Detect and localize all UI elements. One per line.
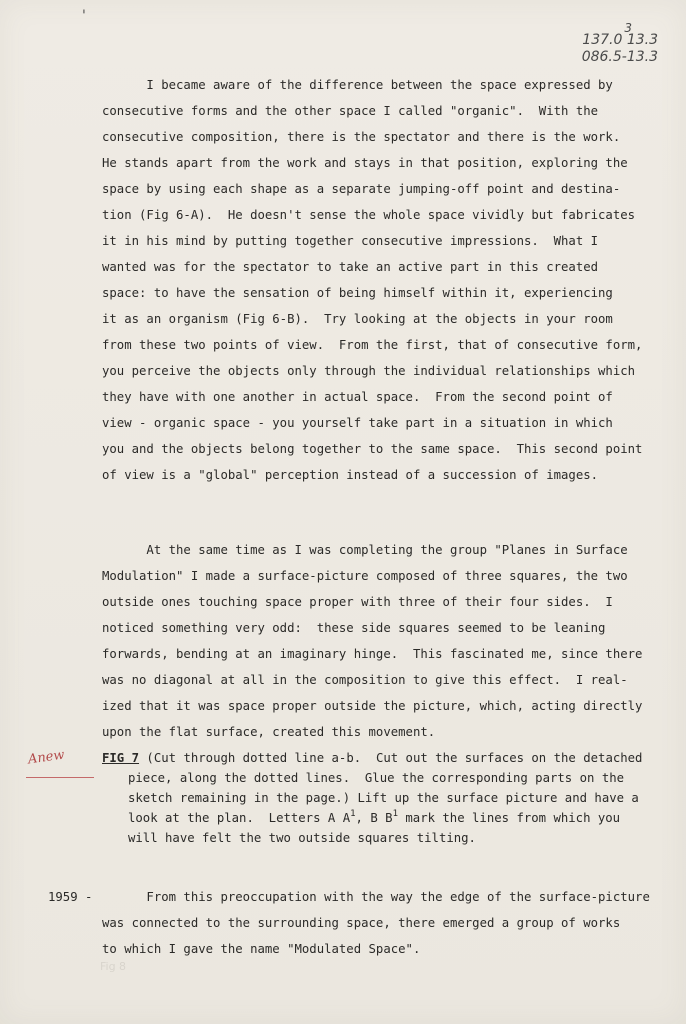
fig7-line: will have felt the two outside squares tilting.	[128, 831, 476, 845]
reference-line-1: 137.0 13.3	[582, 32, 658, 48]
text-line: it in his mind by putting together consecutive impressions. What I	[102, 234, 599, 248]
reference-number-top: 3	[624, 21, 632, 35]
reference-line-2: 086.5-13.3	[581, 49, 658, 65]
text-line: I became aware of the difference between the space expressed by	[102, 78, 613, 92]
fig7-line	[102, 748, 676, 768]
superscript-one: 1	[350, 809, 356, 819]
text-line: He stands apart from the work and stays in that position, exploring the	[102, 156, 628, 170]
text-line: you perceive the objects only through the individual relationships which	[102, 364, 636, 378]
text-line: it as an organism (Fig 6-B). Try looking at the objects in your room	[102, 312, 613, 326]
text-line: space: to have the sensation of being himself within it, experiencing	[102, 286, 613, 300]
text-line: they have with one another in actual space. From the second point of	[102, 390, 613, 404]
paragraph-surface-picture	[102, 537, 676, 745]
text-line: space by using each shape as a separate jumping-off point and destina-	[102, 182, 621, 196]
text-line: was no diagonal at all in the composition to give this effect. I real-	[102, 673, 628, 687]
text-line: from these two points of view. From the first, that of consecutive form,	[102, 338, 643, 352]
fig7-text: mark the lines from which you	[397, 811, 621, 825]
text-line: was connected to the surrounding space, there emerged a group of works	[102, 916, 621, 930]
year-label: 1959 -	[48, 890, 93, 904]
text-line: you and the objects belong together to the same space. This second point	[102, 442, 643, 456]
margin-note-underline	[26, 777, 94, 778]
fig7-line: sketch remaining in the page.) Lift up the surface picture and have a	[128, 791, 639, 805]
fig7-text: , B B	[355, 811, 393, 825]
text-line: noticed something very odd: these side squares seemed to be leaning	[102, 621, 606, 635]
text-line: consecutive forms and the other space I called "organic". With the	[102, 104, 599, 118]
text-line: consecutive composition, there is the spectator and there is the work.	[102, 130, 621, 144]
text-line: Modulation" I made a surface-picture composed of three squares, the two	[102, 569, 628, 583]
text-line: wanted was for the spectator to take an active part in this created	[102, 260, 599, 274]
fig7-text: look at the plan. Letters A A	[128, 811, 351, 825]
paragraph-modulated-space	[102, 884, 676, 962]
text-line: From this preoccupation with the way the edge of the surface-picture	[102, 890, 650, 904]
text-line: ized that it was space proper outside the picture, which, acting directly	[102, 699, 643, 713]
handwritten-margin-note: Anew	[27, 747, 66, 768]
fig7-instructions	[102, 748, 676, 848]
archive-reference	[581, 21, 658, 66]
text-line: of view is a "global" perception instead of a succession of images.	[102, 468, 599, 482]
text-line: At the same time as I was completing the group "Planes in Surface	[102, 543, 628, 557]
corner-mark: '	[82, 8, 86, 24]
fig7-line: piece, along the dotted lines. Glue the corresponding parts on the	[128, 771, 625, 785]
text-line: view - organic space - you yourself take part in a situation in which	[102, 416, 613, 430]
text-line: outside ones touching space proper with three of their four sides. I	[102, 595, 613, 609]
fig7-label: FIG 7	[102, 751, 140, 765]
text-line: forwards, bending at an imaginary hinge. This fascinated me, since there	[102, 647, 643, 661]
text-line: upon the flat surface, created this movement.	[102, 725, 436, 739]
text-line: tion (Fig 6-A). He doesn't sense the whole space vividly but fabricates	[102, 208, 636, 222]
text-line: to which I gave the name "Modulated Space".	[102, 942, 421, 956]
fig7-line	[102, 808, 676, 828]
paragraph-organic-space	[102, 72, 676, 488]
faint-show-through-text: Fig 8	[100, 960, 127, 973]
fig7-text: (Cut through dotted line a-b. Cut out the surfaces on the detached	[139, 751, 643, 765]
superscript-one: 1	[392, 809, 398, 819]
